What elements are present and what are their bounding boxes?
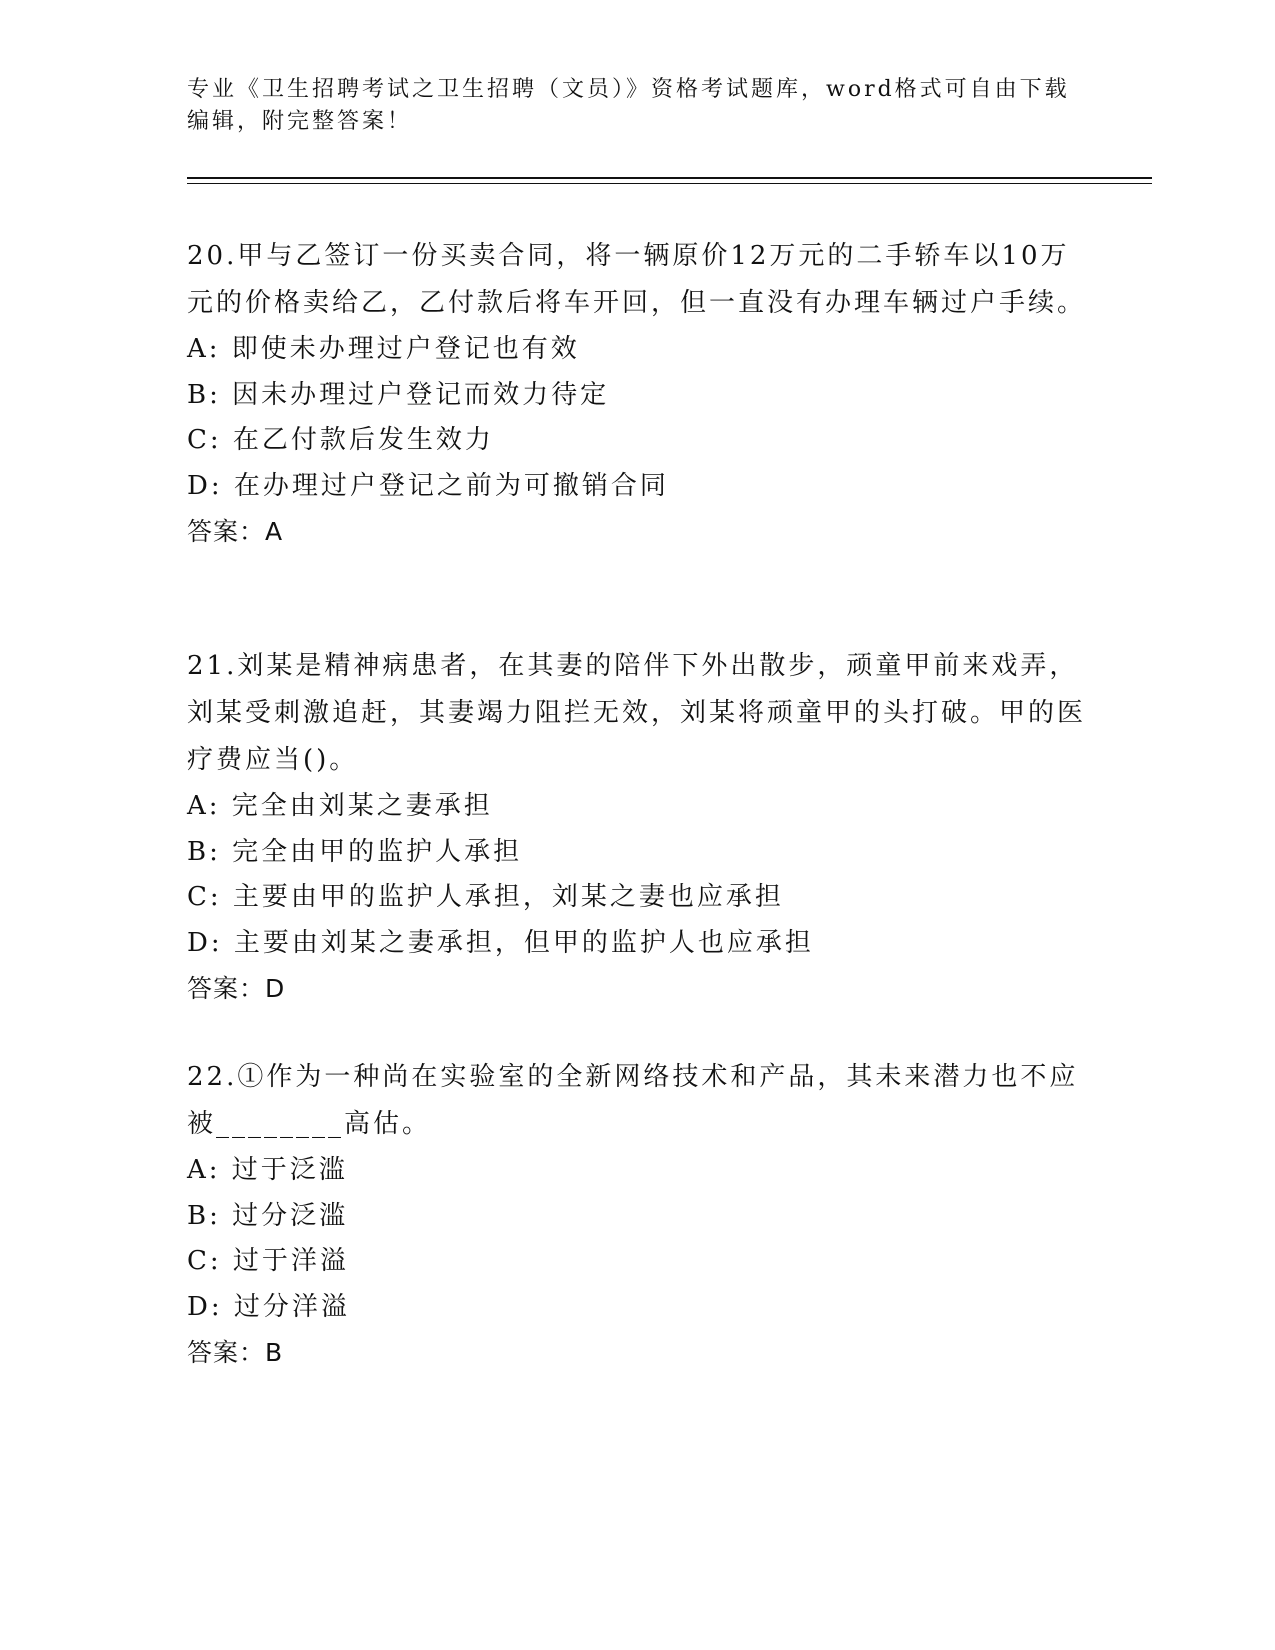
option-a: A: 过于泛滥 (187, 1155, 348, 1185)
answer-line: 答案：B (187, 1338, 284, 1367)
option-d: D: 主要由刘某之妻承担，但甲的监护人也应承担 (187, 927, 814, 958)
option-a: A: 完全由刘某之妻承担 (187, 791, 493, 821)
document-header: 专业《卫生招聘考试之卫生招聘（文员）》资格考试题库，word格式可自由下载编辑，附完整答案！ (187, 77, 1070, 134)
question-stem: 22.①作为一种尚在实验室的全新网络技术和产品，其未来潜力也不应被________高估。 (187, 1062, 1079, 1139)
option-c: C: 在乙付款后发生效力 (187, 425, 494, 455)
question-22 (187, 1054, 1087, 1376)
question-20 (187, 233, 1087, 555)
option-a: A: 即使未办理过户登记也有效 (187, 334, 580, 364)
question-21 (187, 643, 1087, 1012)
answer-line: 答案：D (187, 974, 286, 1003)
question-stem: 21.刘某是精神病患者，在其妻的陪伴下外出散步，顽童甲前来戏弄，刘某受刺激追赶，其妻竭力阻拦无效，刘某将顽童甲的头打破。甲的医疗费应当()。 (187, 651, 1087, 775)
option-b: B: 因未办理过户登记而效力待定 (187, 379, 610, 410)
option-d: D: 过分洋溢 (187, 1291, 350, 1322)
option-b: B: 过分泛滥 (187, 1200, 349, 1231)
option-d: D: 在办理过户登记之前为可撤销合同 (187, 470, 669, 501)
answer-line: 答案：A (187, 517, 284, 546)
option-c: C: 过于洋溢 (187, 1246, 349, 1276)
header-divider-thin (187, 183, 1152, 184)
option-b: B: 完全由甲的监护人承担 (187, 836, 523, 867)
option-c: C: 主要由甲的监护人承担，刘某之妻也应承担 (187, 882, 784, 912)
header-divider (187, 177, 1152, 179)
question-stem: 20.甲与乙签订一份买卖合同，将一辆原价12万元的二手轿车以10万元的价格卖给乙，乙付款后将车开回，但一直没有办理车辆过户手续。 (187, 241, 1087, 318)
